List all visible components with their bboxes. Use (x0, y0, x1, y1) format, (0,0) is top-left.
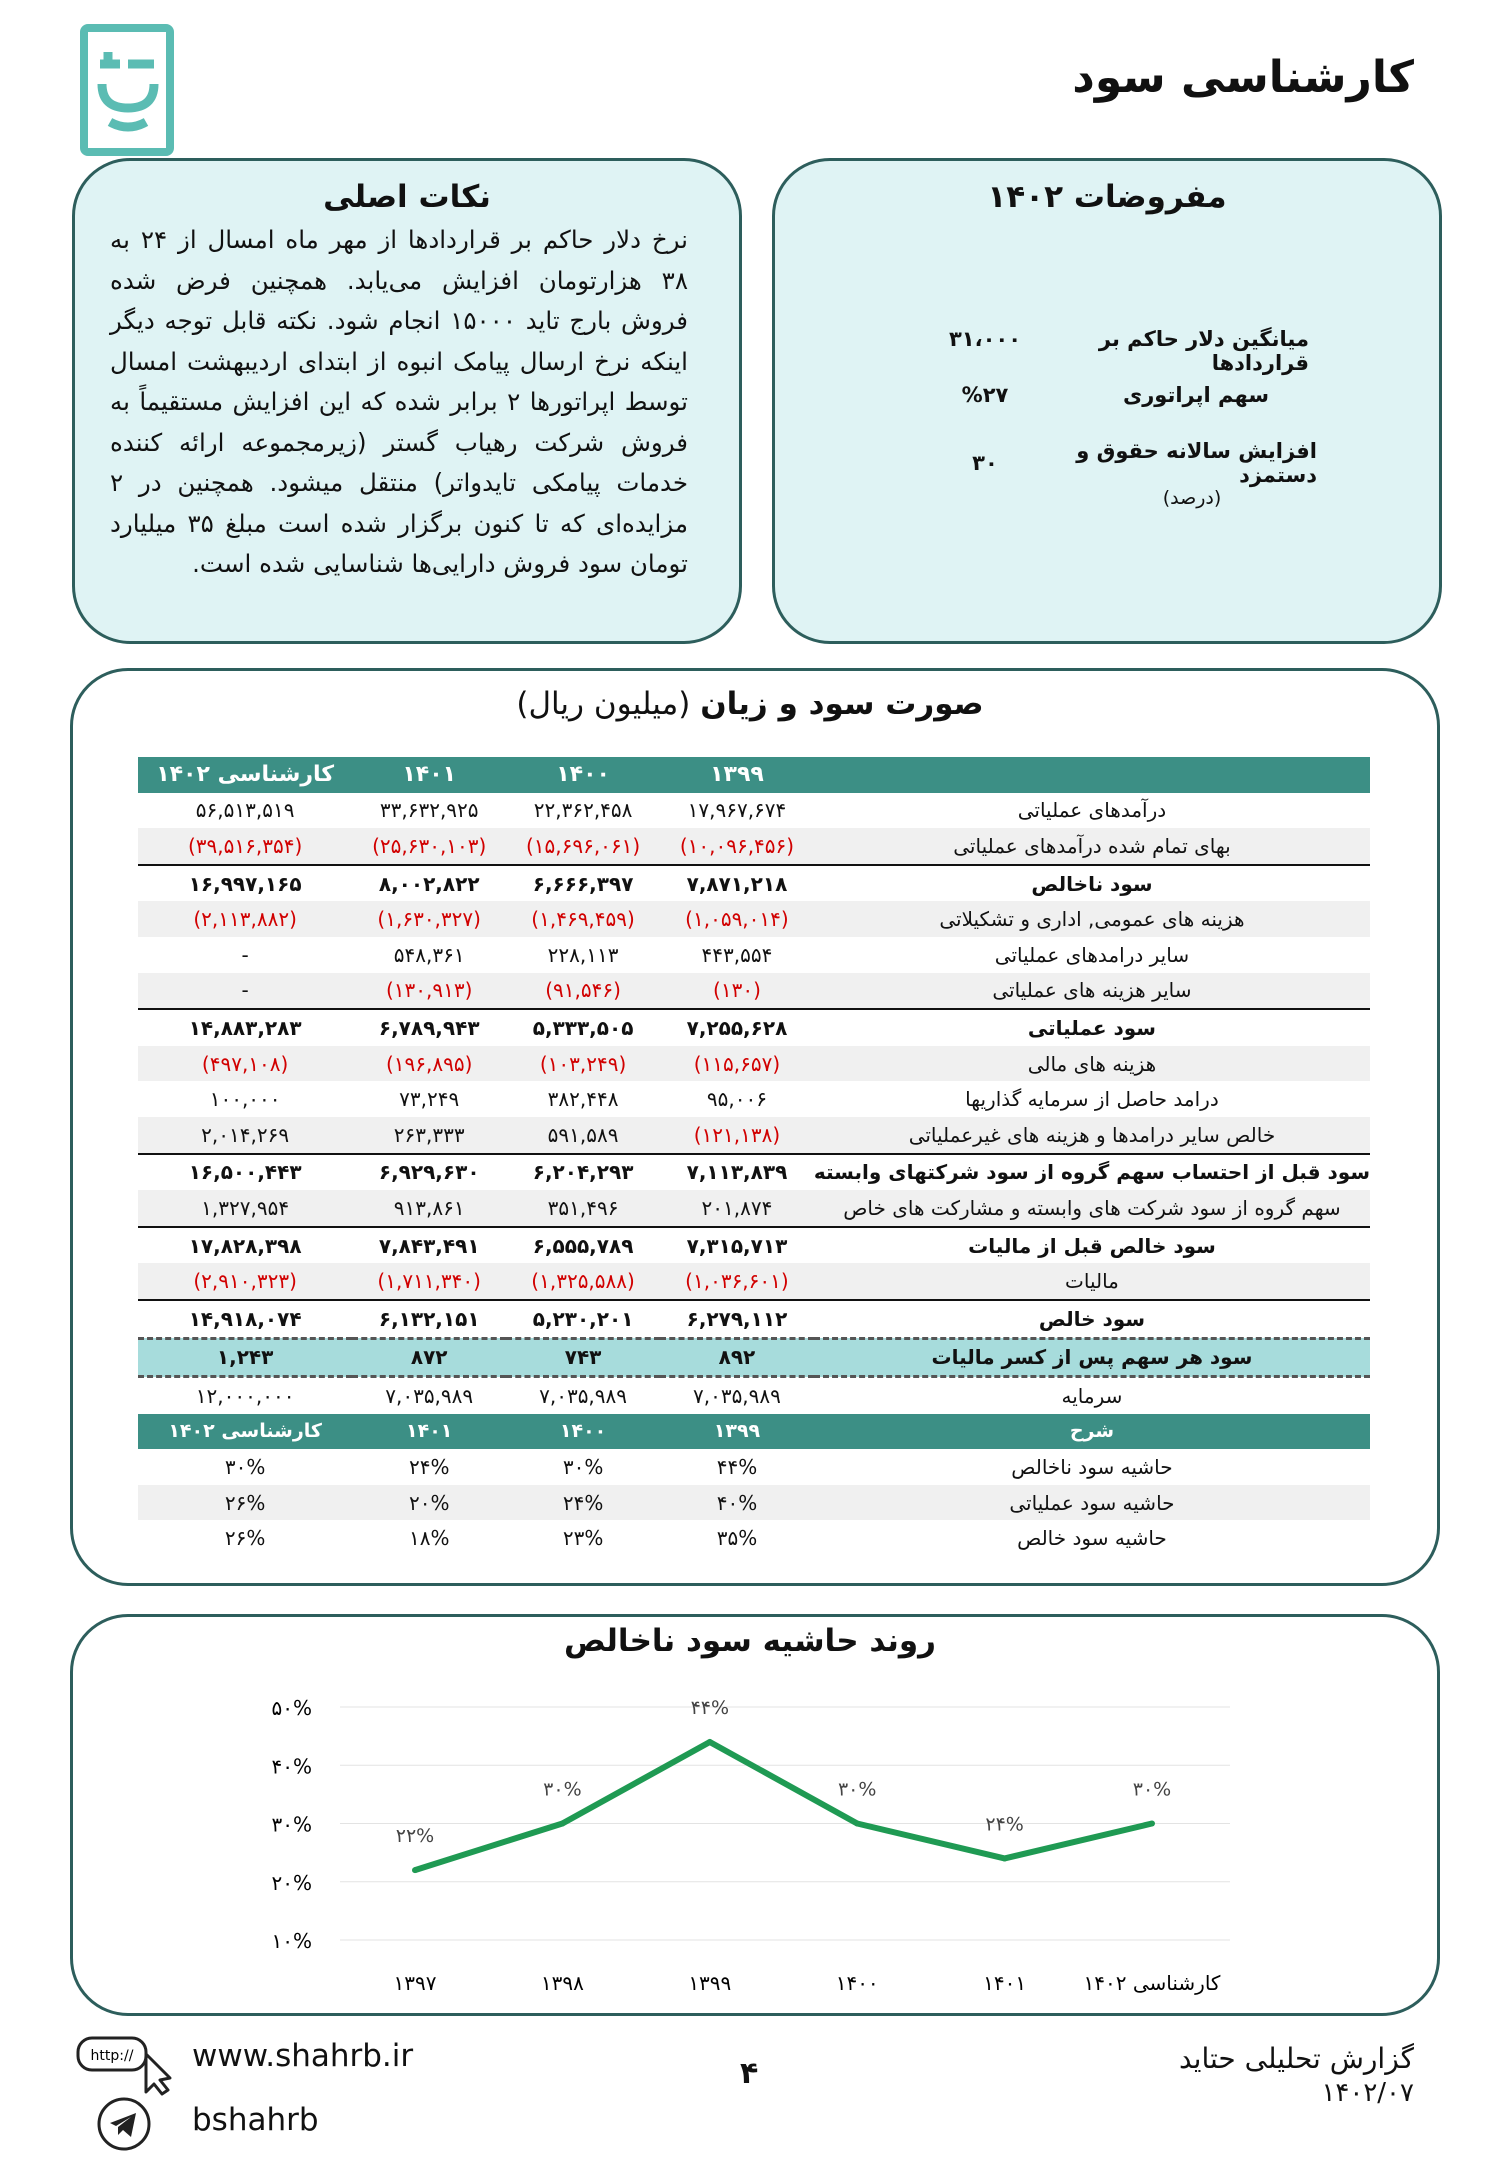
data-label: ۳۰% (543, 1778, 582, 1801)
cell-value: ۳۵۱,۴۹۶ (506, 1190, 660, 1227)
report-date: ۱۴۰۲/۰۷ (1321, 2078, 1414, 2108)
data-label: ۲۲% (395, 1825, 435, 1848)
cell-value: ۱۲,۰۰۰,۰۰۰ (195, 1383, 295, 1408)
row-label: سود خالص قبل از مالیات (814, 1227, 1370, 1264)
cell-value: ۲۳% (562, 1526, 604, 1551)
row-label: مالیات (814, 1263, 1370, 1300)
cell-value: ۷,۲۵۵,۶۲۸ (660, 1009, 814, 1046)
cell-value: کارشناسی ۱۴۰۲ (138, 1414, 352, 1450)
cell-value: ۷,۰۳۵,۹۸۹ (692, 1383, 781, 1408)
row-label: هزینه های عمومی, اداری و تشکیلاتی (814, 901, 1370, 937)
cell-value: (۳۹,۵۱۶,۳۵۴) (138, 828, 352, 865)
y-tick-label: ۳۰% (271, 1812, 312, 1837)
data-label: ۳۰% (1132, 1778, 1172, 1801)
row-label: حاشیه سود عملیاتی (814, 1485, 1370, 1521)
x-tick-label: ۱۳۹۸ (540, 1971, 584, 1995)
cell-value: ۲۴% (408, 1455, 450, 1480)
income-statement-unit: (میلیون ریال) (516, 686, 691, 722)
cell-value: ۱۳۹۹ (660, 757, 814, 793)
cell-value: ۲۰۱,۸۷۴ (660, 1190, 814, 1227)
series-line (415, 1742, 1152, 1870)
cell-value: ۵,۲۳۰,۲۰۱ (506, 1300, 660, 1338)
row-label: شرح (814, 1414, 1370, 1450)
cell-value: ۱۴۰۰ (506, 1414, 660, 1450)
row-label: سود قبل از احتساب سهم گروه از سود شرکتهای وابسته (814, 1154, 1370, 1191)
cell-value: (۱,۳۲۵,۵۸۸) (506, 1263, 660, 1300)
cell-value: ۲۲۸,۱۱۳ (547, 942, 619, 967)
row-label: درآمدهای عملیاتی (1017, 798, 1167, 823)
cell-value: (۱۳۰,۹۱۳) (352, 973, 506, 1010)
data-point (707, 1739, 713, 1745)
cell-value: ۶,۲۰۴,۲۹۳ (506, 1154, 660, 1191)
cell-value: ۲۶۳,۳۳۳ (352, 1117, 506, 1154)
cell-value: ۶,۵۵۵,۷۸۹ (506, 1227, 660, 1264)
cell-value: - (138, 973, 352, 1010)
row-label: سود عملیاتی (814, 1009, 1370, 1046)
cell-value: (۲۵,۶۳۰,۱۰۳) (352, 828, 506, 865)
data-point (412, 1867, 418, 1873)
row-label: حاشیه سود خالص (1017, 1526, 1167, 1551)
telegram-handle[interactable]: bshahrb (192, 2102, 319, 2138)
data-label: ۴۴% (690, 1696, 730, 1719)
notes-heading: نکات اصلی (323, 179, 491, 215)
report-title: گزارش تحلیلی حتاید (1178, 2042, 1414, 2075)
cell-value: ۷,۸۴۳,۴۹۱ (352, 1227, 506, 1264)
assumption-label: میانگین دلار حاکم بر قراردادها (1098, 327, 1309, 375)
cell-value: ۷,۱۱۳,۸۳۹ (660, 1154, 814, 1191)
cell-value: ۷۴۳ (506, 1338, 660, 1377)
assumption-value: %۲۷ (961, 383, 1009, 407)
cell-value: کارشناسی ۱۴۰۲ (138, 757, 352, 793)
cell-value: (۱۲۱,۱۳۸) (660, 1117, 814, 1154)
x-tick-label: کارشناسی ۱۴۰۲ (1083, 1971, 1221, 1995)
row-label: سود خالص (814, 1300, 1370, 1338)
cell-value: ۱,۳۲۷,۹۵۴ (138, 1190, 352, 1227)
cell-value: ۱۷,۹۶۷,۶۷۴ (687, 798, 787, 823)
cell-value: ۱۶,۵۰۰,۴۴۳ (138, 1154, 352, 1191)
cell-value: (۱۰۳,۲۴۹) (506, 1046, 660, 1082)
y-tick-label: ۴۰% (271, 1754, 312, 1779)
cell-value: ۵۶,۵۱۳,۵۱۹ (195, 798, 295, 823)
cell-value: (۱,۷۱۱,۳۴۰) (352, 1263, 506, 1300)
data-label: ۲۴% (985, 1813, 1024, 1836)
cell-value: ۲۶% (224, 1526, 266, 1551)
cell-value: (۱,۰۳۶,۶۰۱) (660, 1263, 814, 1300)
cell-value: ۴۴% (716, 1455, 758, 1480)
y-tick-label: ۲۰% (271, 1870, 312, 1895)
row-label: سرمایه (1061, 1383, 1123, 1408)
row-label: سهم گروه از سود شرکت های وابسته و مشارکت های خاص (814, 1190, 1370, 1227)
assumptions-heading: مفروضات ۱۴۰۲ (987, 179, 1227, 215)
row-label: سود هر سهم پس از کسر مالیات (814, 1338, 1370, 1377)
website-link[interactable]: www.shahrb.ir (192, 2038, 414, 2074)
row-label: حاشیه سود ناخالص (1011, 1455, 1173, 1480)
cell-value: ۶,۲۷۹,۱۱۲ (660, 1300, 814, 1338)
cell-value: (۱,۰۵۹,۰۱۴) (660, 901, 814, 937)
cell-value: (۱۵,۶۹۶,۰۶۱) (506, 828, 660, 865)
assumption-value: ۳۱،۰۰۰ (948, 327, 1022, 351)
cell-value: ۳۰% (562, 1455, 604, 1480)
cell-value: ۱۶,۹۹۷,۱۶۵ (138, 865, 352, 902)
cell-value: ۷,۰۳۵,۹۸۹ (385, 1383, 474, 1408)
data-point (559, 1821, 565, 1827)
data-point (1002, 1855, 1008, 1861)
y-tick-label: ۱۰% (271, 1929, 312, 1953)
telegram-icon (96, 2096, 152, 2152)
data-point (854, 1821, 860, 1827)
cell-value: ۱۴۰۰ (506, 757, 660, 793)
cell-value: ۵۴۸,۳۶۱ (393, 942, 465, 967)
assumption-sublabel: (درصد) (1162, 487, 1222, 509)
cell-value: - (241, 942, 249, 967)
cell-value: (۲,۹۱۰,۳۲۳) (138, 1263, 352, 1300)
cell-value: ۸۹۲ (660, 1338, 814, 1377)
cell-value: ۱۸% (408, 1526, 450, 1551)
row-label: سایر درامدهای عملیاتی (994, 942, 1190, 967)
cell-value: (۱۳۰) (660, 973, 814, 1010)
cell-value: ۱۴,۸۸۳,۲۸۳ (138, 1009, 352, 1046)
http-label: http:// (90, 2048, 134, 2064)
cell-value: ۵,۳۳۳,۵۰۵ (506, 1009, 660, 1046)
cell-value: ۶,۹۲۹,۶۳۰ (352, 1154, 506, 1191)
page-number: ۴ (740, 2056, 759, 2091)
cell-value: ۷,۳۱۵,۷۱۳ (660, 1227, 814, 1264)
cell-value: ۱۴,۹۱۸,۰۷۴ (138, 1300, 352, 1338)
data-label: ۳۰% (837, 1778, 877, 1801)
notes-text: نرخ دلار حاکم بر قراردادها از مهر ماه امسال از ۲۴ به ۳۸ هزارتومان افزایش می‌یابد. همچنین فرض شده فروش بارج تاید ۱۵۰۰۰ انجام شود. نکته قابل توجه دیگر اینکه نرخ ارسال پیامک انبوه از ابتدای اردیبهشت امسال توسط اپراتورها ۲ برابر شده که این افزایش مستقیماً به فروش شرکت رهیاب گستر (زیرمجموعه ارائه کننده خدمات پیامکی تایدواتر) منتقل میشود. همچنین در ۲ مزایده‌ای که تا کنون برگزار شده است مبلغ ۳۵ میلیارد تومان سود فروش دارایی‌ها شناسایی شده است. (110, 225, 688, 578)
cell-value: ۳۸۲,۴۴۸ (547, 1087, 619, 1112)
cell-value: ۵۹۱,۵۸۹ (506, 1117, 660, 1154)
cell-value: ۱۴۰۱ (352, 757, 506, 793)
data-point (1149, 1821, 1155, 1827)
cell-value: (۱,۴۶۹,۴۵۹) (506, 901, 660, 937)
cell-value: ۲,۰۱۴,۲۶۹ (138, 1117, 352, 1154)
x-tick-label: ۱۴۰۱ (983, 1971, 1027, 1995)
cell-value: (۱,۶۳۰,۳۲۷) (352, 901, 506, 937)
cell-value: ۴۴۳,۵۵۴ (701, 942, 773, 967)
cell-value: ۶,۶۶۶,۳۹۷ (506, 865, 660, 902)
cell-value: ۲۶% (138, 1485, 352, 1521)
cell-value: ۳۵% (716, 1526, 758, 1551)
assumption-label-text: افزایش سالانه حقوق و دستمزد (1076, 439, 1317, 487)
cell-value: ۲۲,۳۶۲,۴۵۸ (533, 798, 633, 823)
row-label: خالص سایر درامدها و هزینه های غیرعملیاتی (814, 1117, 1370, 1154)
cell-value: ۱۷,۸۲۸,۳۹۸ (138, 1227, 352, 1264)
x-tick-label: ۱۴۰۰ (835, 1971, 879, 1995)
http-cursor-icon (76, 2034, 176, 2096)
cell-value: ۳۳,۶۳۲,۹۲۵ (379, 798, 479, 823)
income-statement-heading: صورت سود و زیان (700, 686, 984, 722)
cell-value: ۷۳,۲۴۹ (399, 1087, 460, 1112)
cell-value: ۹۵,۰۰۶ (706, 1087, 767, 1112)
cell-value: (۱۱۵,۶۵۷) (660, 1046, 814, 1082)
row-label: سود ناخالص (814, 865, 1370, 902)
cell-value: ۱۰۰,۰۰۰ (209, 1087, 281, 1112)
chart-title: روند حاشیه سود ناخالص (564, 1623, 936, 1659)
row-label: هزینه های مالی (814, 1046, 1370, 1082)
cell-value: ۸,۰۰۲,۸۲۲ (352, 865, 506, 902)
cell-value: ۴۰% (660, 1485, 814, 1521)
cell-value: ۷,۸۷۱,۲۱۸ (660, 865, 814, 902)
cell-value: (۱۹۶,۸۹۵) (352, 1046, 506, 1082)
cell-value: (۱۰,۰۹۶,۴۵۶) (660, 828, 814, 865)
row-label: درامد حاصل از سرمایه گذاریها (965, 1087, 1219, 1112)
y-tick-label: ۵۰% (271, 1696, 312, 1720)
cell-value: ۷,۰۳۵,۹۸۹ (539, 1383, 628, 1408)
cell-value: ۱,۲۴۳ (138, 1338, 352, 1377)
cell-value: ۲۰% (352, 1485, 506, 1521)
x-tick-label: ۱۳۹۷ (393, 1971, 437, 1995)
assumption-value: ۳۰ (972, 451, 998, 475)
row-label: سایر هزینه های عملیاتی (814, 973, 1370, 1010)
cell-value: (۹۱,۵۴۶) (506, 973, 660, 1010)
assumption-label: سهم اپراتوری (1122, 383, 1269, 407)
cell-value: (۴۹۷,۱۰۸) (138, 1046, 352, 1082)
cell-value: ۶,۱۳۲,۱۵۱ (352, 1300, 506, 1338)
cell-value: ۱۳۹۹ (660, 1414, 814, 1450)
row-label: بهای تمام شده درآمدهای عملیاتی (814, 828, 1370, 865)
cell-value: ۱۴۰۱ (352, 1414, 506, 1450)
cell-value: ۳۰% (224, 1455, 266, 1480)
page-title: کارشناسی سود (1072, 52, 1414, 103)
cell-value: ۲۴% (506, 1485, 660, 1521)
cell-value: ۶,۷۸۹,۹۴۳ (352, 1009, 506, 1046)
cell-value: ۹۱۳,۸۶۱ (352, 1190, 506, 1227)
cell-value: ۸۷۲ (352, 1338, 506, 1377)
cell-value: (۲,۱۱۳,۸۸۲) (138, 901, 352, 937)
x-tick-label: ۱۳۹۹ (688, 1971, 732, 1995)
